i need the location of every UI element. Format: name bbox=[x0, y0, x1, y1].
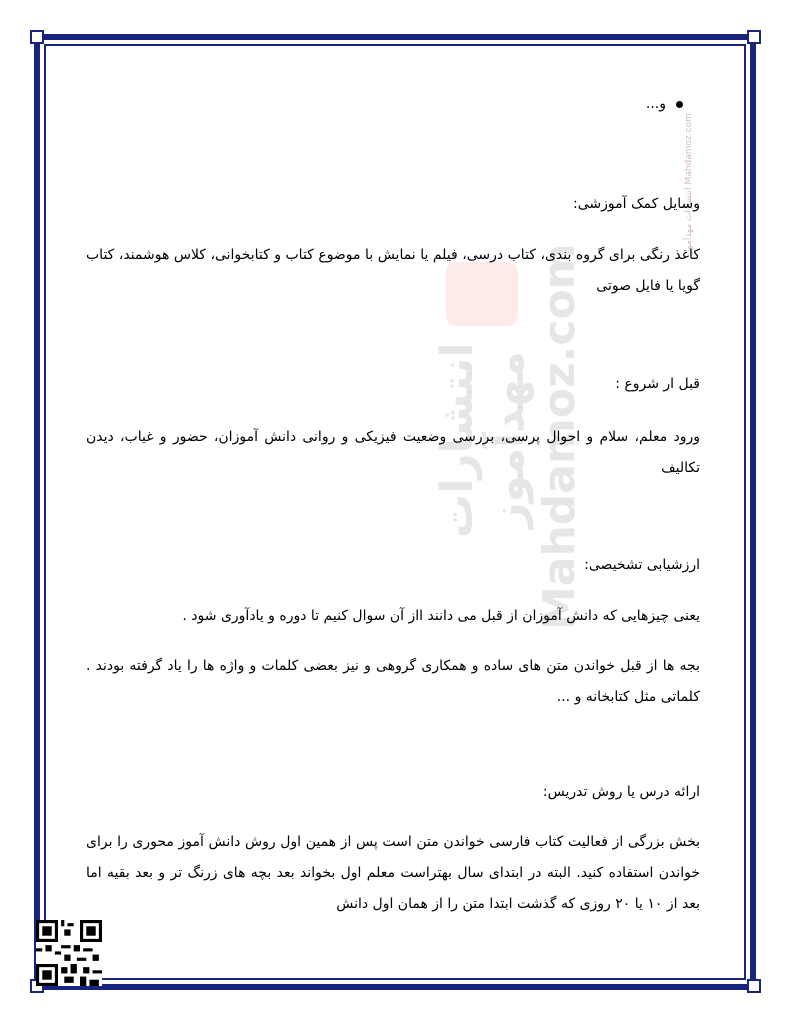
paragraph: یعنی چیزهایی که دانش آموزان از قبل می دانند ااز آن سوال کنیم تا دوره و یادآوری شود . bbox=[182, 608, 700, 624]
bullet-icon bbox=[676, 101, 683, 108]
bullet-text: و... bbox=[645, 96, 666, 112]
paragraph: بخش بزرگی از فعالیت کتاب فارسی خواندن متن است پس از همین اول روش دانش آموز محوری را برای خواندن استفاده کنید. البته در ابتدای سال بهتراست معلم اول بخواند بعد بچه های زرنگ تر و بعد بقیه اما بعد از ۱۰ یا ۲۰ روزی که گذشت ابتدا متن را از همان اول دانش bbox=[86, 834, 700, 912]
bullet-item bbox=[646, 96, 683, 112]
section-heading: وسایل کمک آموزشی: bbox=[573, 196, 700, 212]
section-heading: ارائه درس یا روش تدریس: bbox=[542, 784, 700, 800]
watermark-text: انتشارات مهدآموز Mahdamoz.com bbox=[432, 243, 585, 630]
border-corner bbox=[747, 30, 761, 44]
border-corner bbox=[747, 979, 761, 993]
qr-code-icon bbox=[36, 920, 102, 986]
paragraph: بجه ها از قبل خواندن متن های ساده و همکاری گروهی و نیز بعضی کلمات و واژه ها را یاد گرفته بودند . کلماتی مثل کتابخانه و ... bbox=[86, 658, 700, 705]
border-corner bbox=[30, 30, 44, 44]
paragraph: کاغذ رنگی برای گروه بندی، کتاب درسی، فیلم یا نمایش با موضوع کتاب و کتابخوانی، کلاس هوشمند، کتاب گویا یا فایل صوتی bbox=[86, 247, 700, 294]
section-heading: ارزشیابی تشخیصی: bbox=[584, 557, 700, 573]
paragraph: ورود معلم، سلام و احوال پرسی، بررسی وضعیت فیزیکی و روانی دانش آموزان، حضور و غیاب، دیدن تکالیف bbox=[86, 429, 700, 476]
section-heading: قبل ار شروع : bbox=[615, 376, 700, 392]
side-watermark: انتشارات مهدآموز Mahdamoz.com bbox=[684, 113, 694, 254]
